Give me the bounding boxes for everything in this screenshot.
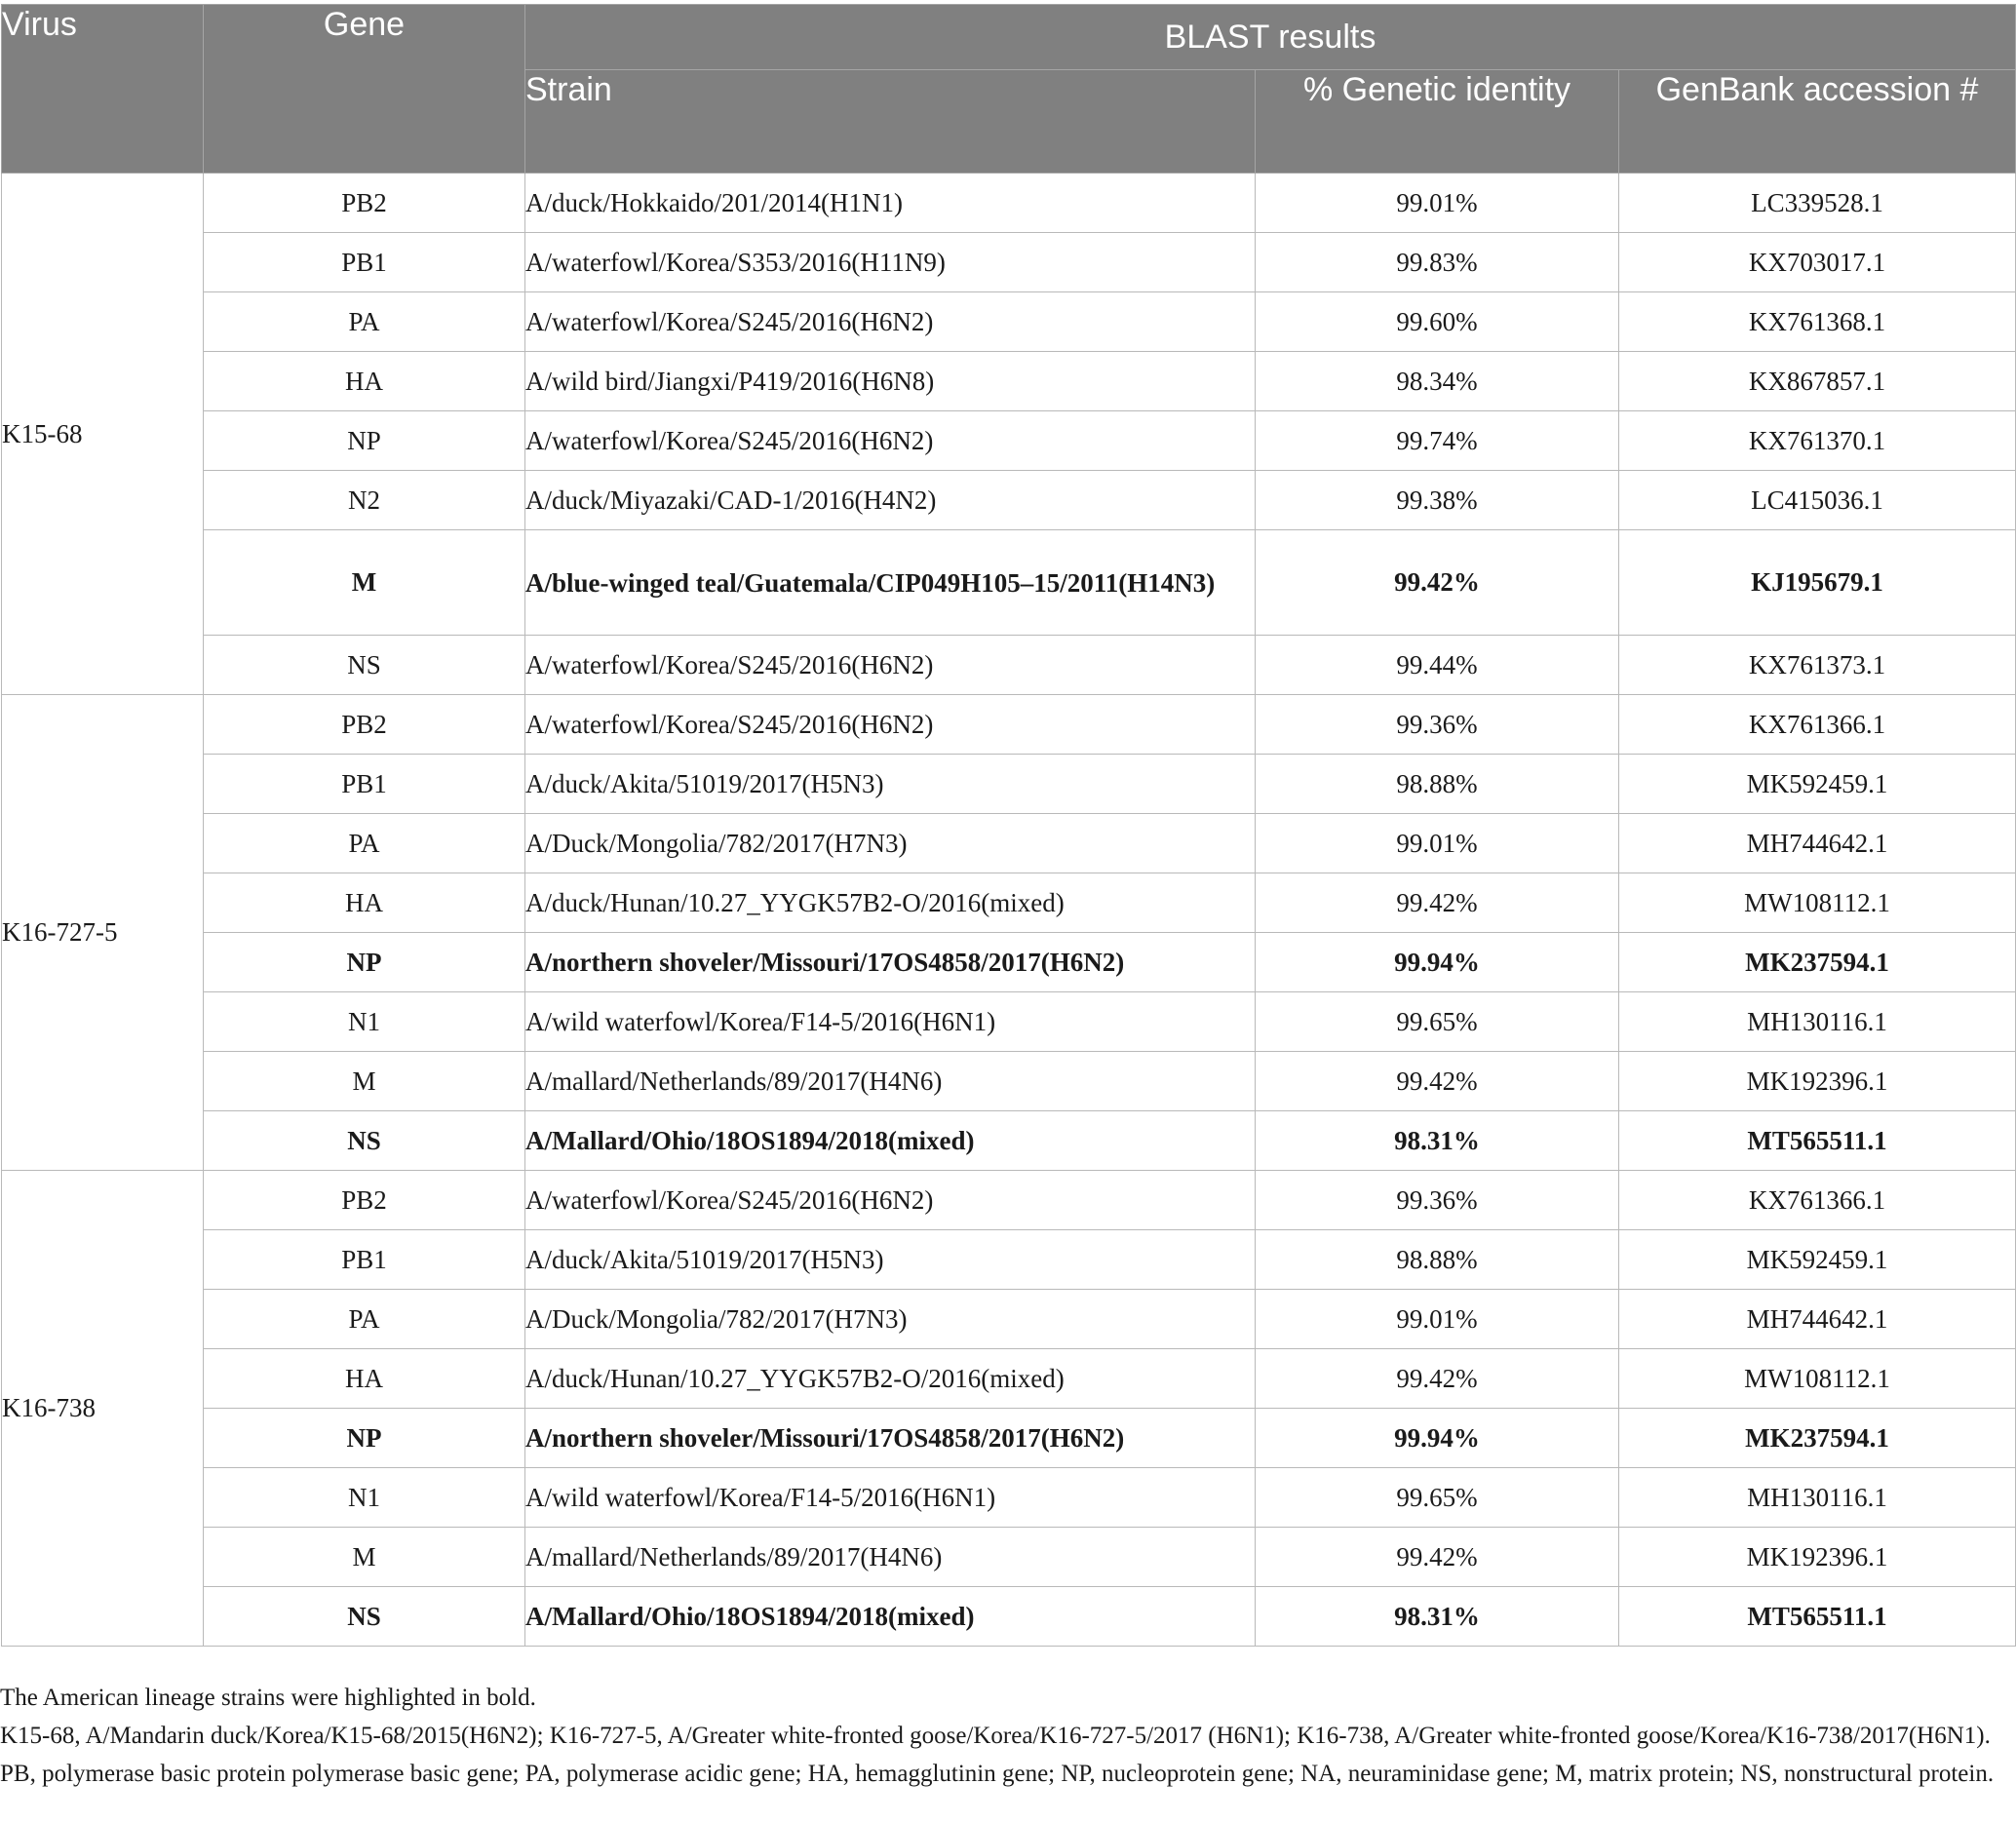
table-row <box>2 233 2016 292</box>
table-row <box>2 352 2016 411</box>
accession-cell: MH130116.1 <box>1619 1468 2016 1528</box>
table-footnotes <box>0 1679 2016 1793</box>
accession-cell: MK237594.1 <box>1619 933 2016 992</box>
strain-cell: A/waterfowl/Korea/S245/2016(H6N2) <box>525 292 1256 352</box>
table-body <box>2 174 2016 1647</box>
identity-cell: 99.44% <box>1256 636 1619 695</box>
gene-cell: PB2 <box>204 1171 525 1230</box>
strain-cell: A/Mallard/Ohio/18OS1894/2018(mixed) <box>525 1111 1256 1171</box>
table-row <box>2 814 2016 873</box>
table-row <box>2 1587 2016 1647</box>
gene-cell: NS <box>204 1587 525 1647</box>
virus-cell: K16-738 <box>2 1171 204 1647</box>
table-row <box>2 1111 2016 1171</box>
header-genbank-accession: GenBank accession # <box>1619 70 2016 174</box>
strain-cell: A/wild waterfowl/Korea/F14-5/2016(H6N1) <box>525 992 1256 1052</box>
identity-cell: 99.65% <box>1256 992 1619 1052</box>
accession-cell: MT565511.1 <box>1619 1587 2016 1647</box>
accession-cell: MK192396.1 <box>1619 1052 2016 1111</box>
strain-cell: A/duck/Hunan/10.27_YYGK57B2-O/2016(mixed) <box>525 1349 1256 1409</box>
table-header <box>2 5 2016 174</box>
identity-cell: 99.36% <box>1256 695 1619 755</box>
virus-cell: K15-68 <box>2 174 204 695</box>
header-virus: Virus <box>2 5 204 174</box>
identity-cell: 99.94% <box>1256 1409 1619 1468</box>
strain-cell: A/waterfowl/Korea/S245/2016(H6N2) <box>525 1171 1256 1230</box>
strain-cell: A/duck/Miyazaki/CAD-1/2016(H4N2) <box>525 471 1256 530</box>
strain-cell: A/mallard/Netherlands/89/2017(H4N6) <box>525 1052 1256 1111</box>
identity-cell: 99.74% <box>1256 411 1619 471</box>
strain-cell: A/waterfowl/Korea/S353/2016(H11N9) <box>525 233 1256 292</box>
identity-cell: 98.31% <box>1256 1111 1619 1171</box>
table-row <box>2 1409 2016 1468</box>
gene-cell: N1 <box>204 992 525 1052</box>
gene-cell: PB1 <box>204 755 525 814</box>
gene-cell: M <box>204 1052 525 1111</box>
accession-cell: MW108112.1 <box>1619 1349 2016 1409</box>
identity-cell: 99.60% <box>1256 292 1619 352</box>
gene-cell: N1 <box>204 1468 525 1528</box>
identity-cell: 98.34% <box>1256 352 1619 411</box>
strain-cell: A/Duck/Mongolia/782/2017(H7N3) <box>525 1290 1256 1349</box>
accession-cell: MK237594.1 <box>1619 1409 2016 1468</box>
accession-cell: LC415036.1 <box>1619 471 2016 530</box>
header-gene: Gene <box>204 5 525 174</box>
strain-cell: A/wild waterfowl/Korea/F14-5/2016(H6N1) <box>525 1468 1256 1528</box>
gene-cell: HA <box>204 1349 525 1409</box>
accession-cell: KX761373.1 <box>1619 636 2016 695</box>
gene-cell: M <box>204 1528 525 1587</box>
identity-cell: 98.88% <box>1256 1230 1619 1290</box>
identity-cell: 99.42% <box>1256 1528 1619 1587</box>
accession-cell: KX761368.1 <box>1619 292 2016 352</box>
strain-cell: A/duck/Hokkaido/201/2014(H1N1) <box>525 174 1256 233</box>
identity-cell: 99.42% <box>1256 1052 1619 1111</box>
strain-cell: A/Duck/Mongolia/782/2017(H7N3) <box>525 814 1256 873</box>
accession-cell: MH744642.1 <box>1619 1290 2016 1349</box>
table-row <box>2 695 2016 755</box>
strain-cell: A/duck/Hunan/10.27_YYGK57B2-O/2016(mixed) <box>525 873 1256 933</box>
strain-cell: A/waterfowl/Korea/S245/2016(H6N2) <box>525 636 1256 695</box>
identity-cell: 99.42% <box>1256 1349 1619 1409</box>
gene-cell: PB1 <box>204 233 525 292</box>
accession-cell: MW108112.1 <box>1619 873 2016 933</box>
identity-cell: 99.36% <box>1256 1171 1619 1230</box>
gene-cell: M <box>204 530 525 636</box>
accession-cell: KJ195679.1 <box>1619 530 2016 636</box>
gene-cell: NP <box>204 933 525 992</box>
table-row <box>2 292 2016 352</box>
footnote-bold-legend: The American lineage strains were highlighted in bold. <box>0 1685 536 1711</box>
table-row <box>2 873 2016 933</box>
strain-cell: A/mallard/Netherlands/89/2017(H4N6) <box>525 1528 1256 1587</box>
strain-cell: A/duck/Akita/51019/2017(H5N3) <box>525 755 1256 814</box>
table-row <box>2 530 2016 636</box>
virus-cell: K16-727-5 <box>2 695 204 1171</box>
identity-cell: 98.31% <box>1256 1587 1619 1647</box>
accession-cell: KX761370.1 <box>1619 411 2016 471</box>
header-strain: Strain <box>525 70 1256 174</box>
table-row <box>2 755 2016 814</box>
identity-cell: 99.38% <box>1256 471 1619 530</box>
table-row <box>2 1171 2016 1230</box>
accession-cell: KX761366.1 <box>1619 1171 2016 1230</box>
gene-cell: PB1 <box>204 1230 525 1290</box>
table-row <box>2 992 2016 1052</box>
identity-cell: 99.42% <box>1256 873 1619 933</box>
strain-cell: A/duck/Akita/51019/2017(H5N3) <box>525 1230 1256 1290</box>
gene-cell: HA <box>204 873 525 933</box>
accession-cell: KX703017.1 <box>1619 233 2016 292</box>
gene-cell: PA <box>204 1290 525 1349</box>
identity-cell: 99.83% <box>1256 233 1619 292</box>
table-row <box>2 636 2016 695</box>
table-row <box>2 1468 2016 1528</box>
gene-cell: PB2 <box>204 174 525 233</box>
identity-cell: 99.01% <box>1256 174 1619 233</box>
strain-cell: A/blue-winged teal/Guatemala/CIP049H105–15/2011(H14N3) <box>525 530 1256 636</box>
accession-cell: MK592459.1 <box>1619 1230 2016 1290</box>
blast-results-table <box>1 4 2016 1647</box>
accession-cell: KX867857.1 <box>1619 352 2016 411</box>
gene-cell: PA <box>204 292 525 352</box>
accession-cell: MK592459.1 <box>1619 755 2016 814</box>
table-row <box>2 471 2016 530</box>
strain-cell: A/northern shoveler/Missouri/17OS4858/2017(H6N2) <box>525 1409 1256 1468</box>
table-row <box>2 1290 2016 1349</box>
gene-cell: N2 <box>204 471 525 530</box>
table-row <box>2 411 2016 471</box>
footnote-abbreviations: K15-68, A/Mandarin duck/Korea/K15-68/2015(H6N2); K16-727-5, A/Greater white-fronted goose/Korea/K16-727-5/2017 (H6N1); K16-738, A/Greater white-fronted goose/Korea/K16-738/2017(H6N1). PB, polymerase basic protein polymerase basic gene; PA, polymerase acidic gene; HA, hemagglutinin gene; NP, nucleoprotein gene; NA, neuraminidase gene; M, matrix protein; NS, nonstructural protein. <box>0 1723 1995 1787</box>
identity-cell: 99.65% <box>1256 1468 1619 1528</box>
strain-cell: A/Mallard/Ohio/18OS1894/2018(mixed) <box>525 1587 1256 1647</box>
strain-cell: A/northern shoveler/Missouri/17OS4858/2017(H6N2) <box>525 933 1256 992</box>
table-row <box>2 933 2016 992</box>
accession-cell: MH744642.1 <box>1619 814 2016 873</box>
strain-cell: A/waterfowl/Korea/S245/2016(H6N2) <box>525 411 1256 471</box>
identity-cell: 99.01% <box>1256 814 1619 873</box>
header-genetic-identity: % Genetic identity <box>1256 70 1619 174</box>
header-blast-results: BLAST results <box>525 5 2016 70</box>
table-row <box>2 174 2016 233</box>
table-row <box>2 1528 2016 1587</box>
table-row <box>2 1052 2016 1111</box>
strain-cell: A/waterfowl/Korea/S245/2016(H6N2) <box>525 695 1256 755</box>
identity-cell: 98.88% <box>1256 755 1619 814</box>
gene-cell: PA <box>204 814 525 873</box>
accession-cell: KX761366.1 <box>1619 695 2016 755</box>
accession-cell: MT565511.1 <box>1619 1111 2016 1171</box>
gene-cell: NP <box>204 411 525 471</box>
identity-cell: 99.42% <box>1256 530 1619 636</box>
table-row <box>2 1230 2016 1290</box>
header-row-top <box>2 5 2016 70</box>
identity-cell: 99.94% <box>1256 933 1619 992</box>
identity-cell: 99.01% <box>1256 1290 1619 1349</box>
table-row <box>2 1349 2016 1409</box>
accession-cell: MH130116.1 <box>1619 992 2016 1052</box>
gene-cell: HA <box>204 352 525 411</box>
accession-cell: LC339528.1 <box>1619 174 2016 233</box>
gene-cell: NS <box>204 1111 525 1171</box>
strain-cell: A/wild bird/Jiangxi/P419/2016(H6N8) <box>525 352 1256 411</box>
accession-cell: MK192396.1 <box>1619 1528 2016 1587</box>
gene-cell: NP <box>204 1409 525 1468</box>
gene-cell: NS <box>204 636 525 695</box>
gene-cell: PB2 <box>204 695 525 755</box>
